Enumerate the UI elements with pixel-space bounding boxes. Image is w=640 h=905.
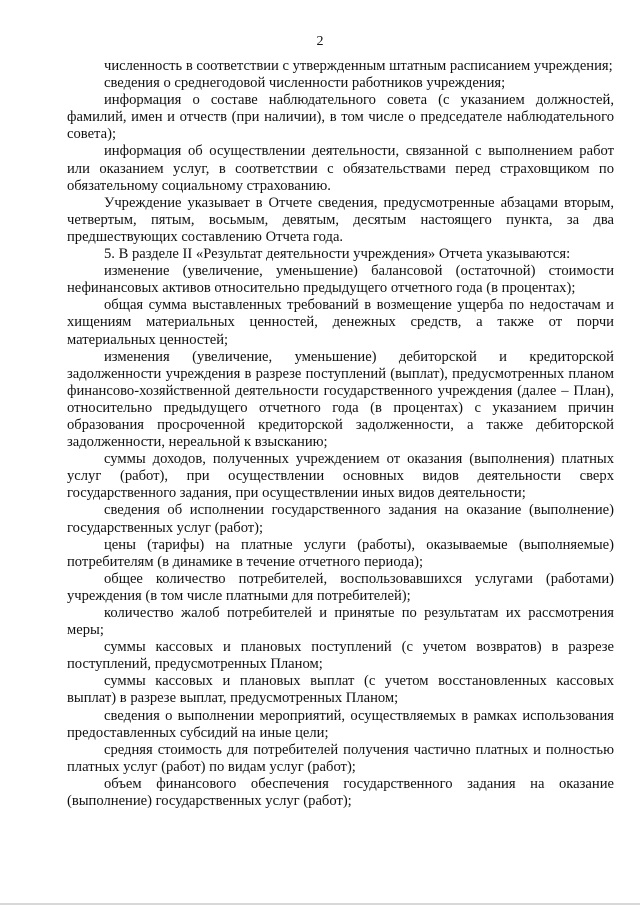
paragraph: изменения (увеличение, уменьшение) дебиторской и кредиторской задолженности учреждения в разрезе поступлений (выплат), предусмотренных планом финансово-хозяйственной деятельности государственного учреждения (далее – План), относительно предыдущего отчетного года (в процентах) с указанием причин образования просроченной кредиторской задолженности, а также дебиторской задолженности, нереальной к взысканию; xyxy=(67,348,614,451)
document-body xyxy=(67,58,614,810)
page-number: 2 xyxy=(316,34,324,49)
paragraph: количество жалоб потребителей и принятые по результатам их рассмотрения меры; xyxy=(67,605,614,639)
paragraph: суммы кассовых и плановых поступлений (с учетом возвратов) в разрезе поступлений, предусмотренных Планом; xyxy=(67,639,614,673)
paragraph: информация об осуществлении деятельности, связанной с выполнением работ или оказанием услуг, в соответствии с обязательствами перед страховщиком по обязательному социальному страхованию. xyxy=(67,143,614,194)
paragraph: цены (тарифы) на платные услуги (работы), оказываемые (выполняемые) потребителям (в динамике в течение отчетного периода); xyxy=(67,536,614,570)
paragraph: суммы кассовых и плановых выплат (с учетом восстановленных кассовых выплат) в разрезе выплат, предусмотренных Планом; xyxy=(67,673,614,707)
paragraph: объем финансового обеспечения государственного задания на оказание (выполнение) государственных услуг (работ); xyxy=(67,775,614,810)
paragraph: сведения о выполнении мероприятий, осуществляемых в рамках использования предоставленных субсидий на иные цели; xyxy=(67,707,614,741)
paragraph: сведения об исполнении государственного задания на оказание (выполнение) государственных услуг (работ); xyxy=(67,502,614,536)
paragraph: общее количество потребителей, воспользовавшихся услугами (работами) учреждения (в том числе платными для потребителей); xyxy=(67,570,614,604)
paragraph: суммы доходов, полученных учреждением от оказания (выполнения) платных услуг (работ), при осуществлении основных видов деятельности сверх государственного задания, при осуществлении иных видов деятельности; xyxy=(67,451,614,502)
paragraph: общая сумма выставленных требований в возмещение ущерба по недостачам и хищениям материальных ценностей, денежных средств, а также от порчи материальных ценностей; xyxy=(67,297,614,348)
paragraph: Учреждение указывает в Отчете сведения, предусмотренные абзацами вторым, четвертым, пятым, восьмым, девятым, десятым настоящего пункта, за два предшествующих составлению Отчета года. xyxy=(67,194,614,245)
paragraph: численность в соответствии с утвержденным штатным расписанием учреждения; xyxy=(104,58,613,74)
paragraph: сведения о среднегодовой численности работников учреждения; xyxy=(104,75,506,92)
section-heading: 5. В разделе II «Результат деятельности учреждения» Отчета указываются: xyxy=(104,246,571,263)
paragraph: средняя стоимость для потребителей получения частично платных и полностью платных услуг (работ) по видам услуг (работ); xyxy=(67,741,614,775)
paragraph: информация о составе наблюдательного совета (с указанием должностей, фамилий, имен и отчеств (при наличии), в том числе о председателе наблюдательного совета); xyxy=(67,92,614,143)
paragraph: изменение (увеличение, уменьшение) балансовой (остаточной) стоимости нефинансовых активов относительно предыдущего отчетного года (в процентах); xyxy=(67,263,614,297)
